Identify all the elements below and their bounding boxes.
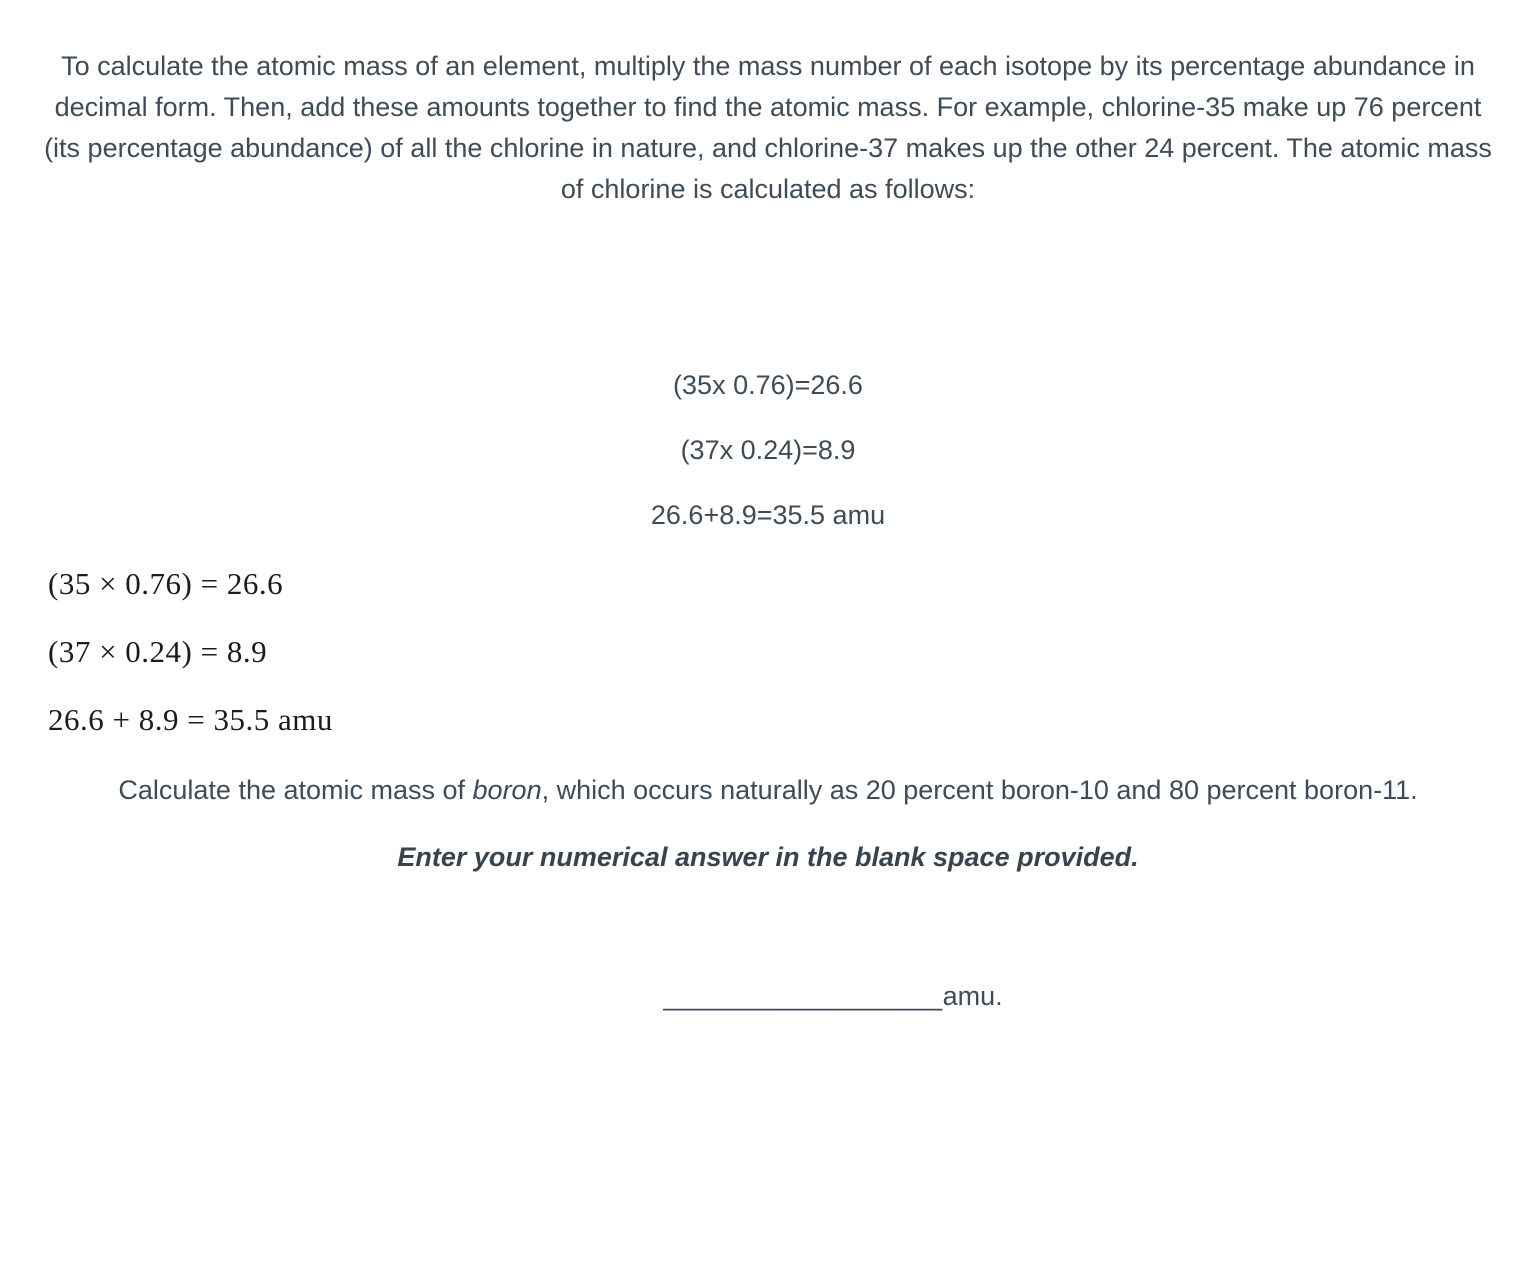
- example-calculation-plain: [0, 370, 1536, 531]
- equation-line-3: 26.6+8.9=35.5 amu: [650, 500, 886, 530]
- intro-paragraph: To calculate the atomic mass of an element, multiply the mass number of each isotope by its percentage abundance in decimal form. Then, add these amounts together to find the atomic mass. For example, chlorine-35 make up 76 percent (its percentage abundance) of all the chlorine in nature, and chlorine-37 makes up the other 24 percent. The atomic mass of chlorine is calculated as follows:: [44, 51, 1492, 204]
- math-line-1: (35 × 0.76) = 26.6: [48, 566, 284, 601]
- answer-instruction: Enter your numerical answer in the blank space provided.: [397, 842, 1139, 872]
- equation-line-2: (37x 0.24)=8.9: [680, 435, 856, 465]
- answer-blank[interactable]: __________________: [663, 981, 943, 1011]
- answer-unit: amu.: [942, 981, 1003, 1011]
- answer-line: [65, 979, 1536, 1013]
- question-text: [56, 769, 1480, 811]
- example-calculation-math: [48, 565, 1536, 738]
- question-emphasis: boron: [472, 775, 542, 805]
- question-prefix: Calculate the atomic mass of: [118, 775, 473, 805]
- math-line-3: 26.6 + 8.9 = 35.5 amu: [48, 702, 333, 737]
- math-line-2: (37 × 0.24) = 8.9: [48, 634, 268, 669]
- question-suffix: , which occurs naturally as 20 percent boron-10 and 80 percent boron-11.: [541, 775, 1418, 805]
- equation-line-1: (35x 0.76)=26.6: [673, 370, 863, 400]
